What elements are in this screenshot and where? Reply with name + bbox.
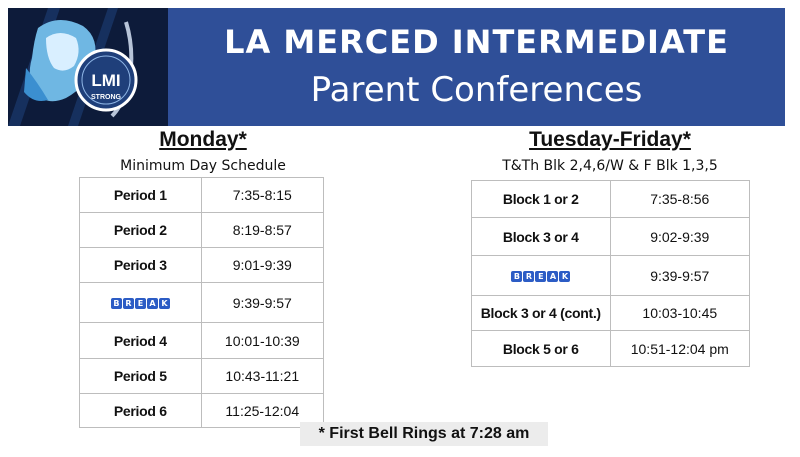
period-label: [472, 218, 611, 256]
schedule-row: [472, 331, 750, 367]
time-cell: [201, 323, 323, 359]
time-cell: [201, 283, 323, 323]
schedule-row: [80, 394, 324, 428]
time-cell: [201, 178, 323, 213]
tuesday-friday-schedule-table: [471, 180, 750, 367]
mascot-logo-icon: [8, 8, 168, 126]
time-text: 10:51-12:04 pm: [630, 340, 729, 357]
period-label: [80, 359, 202, 394]
break-badge-icon: B R E A K: [111, 298, 170, 309]
time-text: 10:03-10:45: [642, 305, 718, 321]
schedule-row: [80, 213, 324, 248]
schedule-row: [80, 248, 324, 283]
period-label: [80, 213, 202, 248]
time-cell: [201, 248, 323, 283]
period-label-text: Period 6: [113, 402, 167, 419]
period-label: [472, 296, 611, 331]
school-logo: [8, 8, 168, 126]
schedule-row: [80, 323, 324, 359]
first-bell-footnote: * First Bell Rings at 7:28 am: [300, 422, 548, 446]
schedule-row: [80, 283, 324, 323]
time-text: 8:19-8:57: [232, 222, 292, 238]
break-label: [472, 256, 611, 296]
time-text: 9:01-9:39: [232, 257, 292, 273]
period-label: [472, 181, 611, 218]
event-subtitle: Parent Conferences: [310, 70, 643, 110]
time-cell: [610, 296, 749, 331]
time-text: 7:35-8:56: [650, 191, 710, 207]
time-cell: [610, 331, 749, 367]
break-badge-icon: B R E A K: [511, 271, 570, 282]
period-label: [80, 248, 202, 283]
time-cell: [610, 218, 749, 256]
time-text: 11:25-12:04: [225, 402, 300, 419]
time-cell: [201, 359, 323, 394]
schedule-row: [472, 256, 750, 296]
period-label: [80, 394, 202, 428]
break-label: [80, 283, 202, 323]
time-text: 9:02-9:39: [650, 228, 710, 245]
period-label-text: Block 1 or 2: [502, 191, 579, 207]
schedule-row: [80, 359, 324, 394]
svg-text:STRONG: STRONG: [91, 94, 121, 101]
period-label: [80, 323, 202, 359]
time-text: 10:01-10:39: [224, 332, 300, 349]
time-cell: [201, 213, 323, 248]
period-label-text: Period 4: [113, 332, 167, 349]
time-text: 9:39-9:57: [650, 267, 710, 284]
period-label: [472, 331, 611, 367]
tuesday-friday-subtitle: T&Th Blk 2,4,6/W & F Blk 1,3,5: [502, 158, 718, 174]
tuesday-friday-heading: Tuesday-Friday*: [529, 128, 691, 151]
time-cell: [610, 181, 749, 218]
period-label-text: Period 1: [113, 187, 167, 203]
time-text: 7:35-8:15: [232, 187, 292, 203]
monday-heading: Monday*: [159, 128, 247, 151]
monday-subtitle: Minimum Day Schedule: [120, 158, 286, 174]
time-cell: [610, 256, 749, 296]
period-label-text: Block 3 or 4 (cont.): [480, 305, 601, 321]
schedule-row: [472, 218, 750, 256]
schedule-row: [472, 296, 750, 331]
time-text: 9:39-9:57: [232, 294, 292, 311]
schedule-row: [80, 178, 324, 213]
period-label-text: Period 2: [113, 222, 167, 238]
school-name-title: LA MERCED INTERMEDIATE: [224, 23, 729, 61]
period-label-text: Block 3 or 4: [502, 228, 579, 245]
monday-schedule-table: [79, 177, 324, 428]
period-label-text: Period 3: [113, 257, 167, 273]
period-label-text: Block 5 or 6: [502, 340, 579, 357]
period-label-text: Period 5: [113, 368, 167, 384]
period-label: [80, 178, 202, 213]
schedule-row: [472, 181, 750, 218]
svg-text:LMI: LMI: [91, 71, 121, 90]
time-text: 10:43-11:21: [225, 368, 300, 384]
